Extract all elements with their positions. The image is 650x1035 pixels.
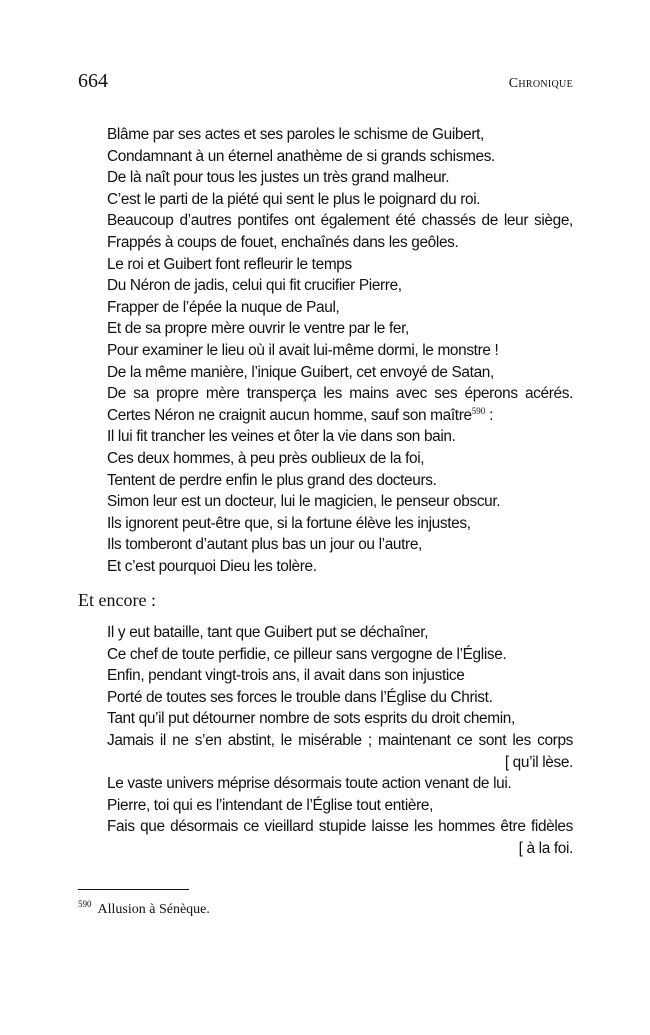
footnote-number: 590 <box>78 899 92 910</box>
verse-line: Frappés à coups de fouet, enchaînés dans les geôles. <box>107 233 459 251</box>
footnote-text: Allusion à Sénèque. <box>97 902 210 917</box>
verse-line: De là naît pour tous les justes un très grand malheur. <box>107 169 450 187</box>
verse-line: Ces deux hommes, à peu près oublieux de la foi, <box>107 449 425 467</box>
verse-line: Il lui fit trancher les veines et ôter la vie dans son bain. <box>107 428 456 446</box>
verse-line: Il y eut bataille, tant que Guibert put se déchaîner, <box>107 624 429 641</box>
verse-passage-1 <box>107 124 573 577</box>
verse-line: Ils tomberont d’autant plus bas un jour ou l’autre, <box>107 536 422 554</box>
running-title: Chronique <box>508 76 573 91</box>
verse-line-text: Certes Néron ne craignit aucun homme, sauf son maître <box>107 406 472 424</box>
verse-line: Pour examiner le lieu où il avait lui-même dormi, le monstre ! <box>107 341 499 359</box>
verse-line: Beaucoup d’autres pontifes ont également été chassés de leur siège, <box>107 212 573 230</box>
verse-line-turnover: [ à la foi. <box>518 839 573 857</box>
verse-line: Enfin, pendant vingt-trois ans, il avait dans son injustice <box>107 667 465 685</box>
verse-line: Tentent de perdre enfin le plus grand des docteurs. <box>107 471 437 489</box>
verse-line-turnover: [ qu’il lèse. <box>504 753 573 771</box>
page-number: 664 <box>78 70 108 92</box>
verse-line: Tant qu’il put détourner nombre de sots esprits du droit chemin, <box>107 710 515 728</box>
verse-line: Du Néron de jadis, celui qui fit crucifier Pierre, <box>107 277 402 295</box>
verse-line: Blâme par ses actes et ses paroles le schisme de Guibert, <box>107 126 484 143</box>
footnote-reference[interactable]: 590 <box>471 405 486 416</box>
verse-line: De la même manière, l’inique Guibert, cet envoyé de Satan, <box>107 363 494 381</box>
page-header <box>78 70 573 100</box>
verse-line: Condamnant à un éternel anathème de si grands schismes. <box>107 147 495 165</box>
footnote-separator <box>78 889 189 890</box>
footnote <box>78 899 210 918</box>
verse-line: C’est le parti de la piété qui sent le plus le poignard du roi. <box>107 190 481 208</box>
verse-line: Frapper de l’épée la nuque de Paul, <box>107 298 340 316</box>
verse-line: Fais que désormais ce vieillard stupide laisse les hommes être fidèles <box>107 818 573 836</box>
verse-line-suffix: : <box>485 406 494 424</box>
verse-line: Et de sa propre mère ouvrir le ventre par le fer, <box>107 320 409 338</box>
verse-line: Jamais il ne s’en abstint, le misérable ; maintenant ce sont les corps <box>107 731 573 749</box>
verse-line: Pierre, toi qui es l’intendant de l’Église tout entière, <box>107 796 434 814</box>
verse-line-with-footnote <box>107 405 573 427</box>
verse-line: Ils ignorent peut-être que, si la fortune élève les injustes, <box>107 514 471 532</box>
verse-line: Simon leur est un docteur, lui le magicien, le penseur obscur. <box>107 493 501 511</box>
verse-passage-2 <box>107 622 573 860</box>
verse-line: Ce chef de toute perfidie, ce pilleur sans vergogne de l’Église. <box>107 645 507 663</box>
verse-line: Et c’est pourquoi Dieu les tolère. <box>107 557 317 575</box>
verse-line: Le vaste univers méprise désormais toute action venant de lui. <box>107 775 512 793</box>
verse-line: Le roi et Guibert font refleurir le temps <box>107 255 352 273</box>
prose-intro: Et encore : <box>78 590 156 610</box>
verse-line: Porté de toutes ses forces le trouble dans l’Église du Christ. <box>107 688 493 706</box>
verse-line: De sa propre mère transperça les mains avec ses éperons acérés. <box>107 385 573 403</box>
